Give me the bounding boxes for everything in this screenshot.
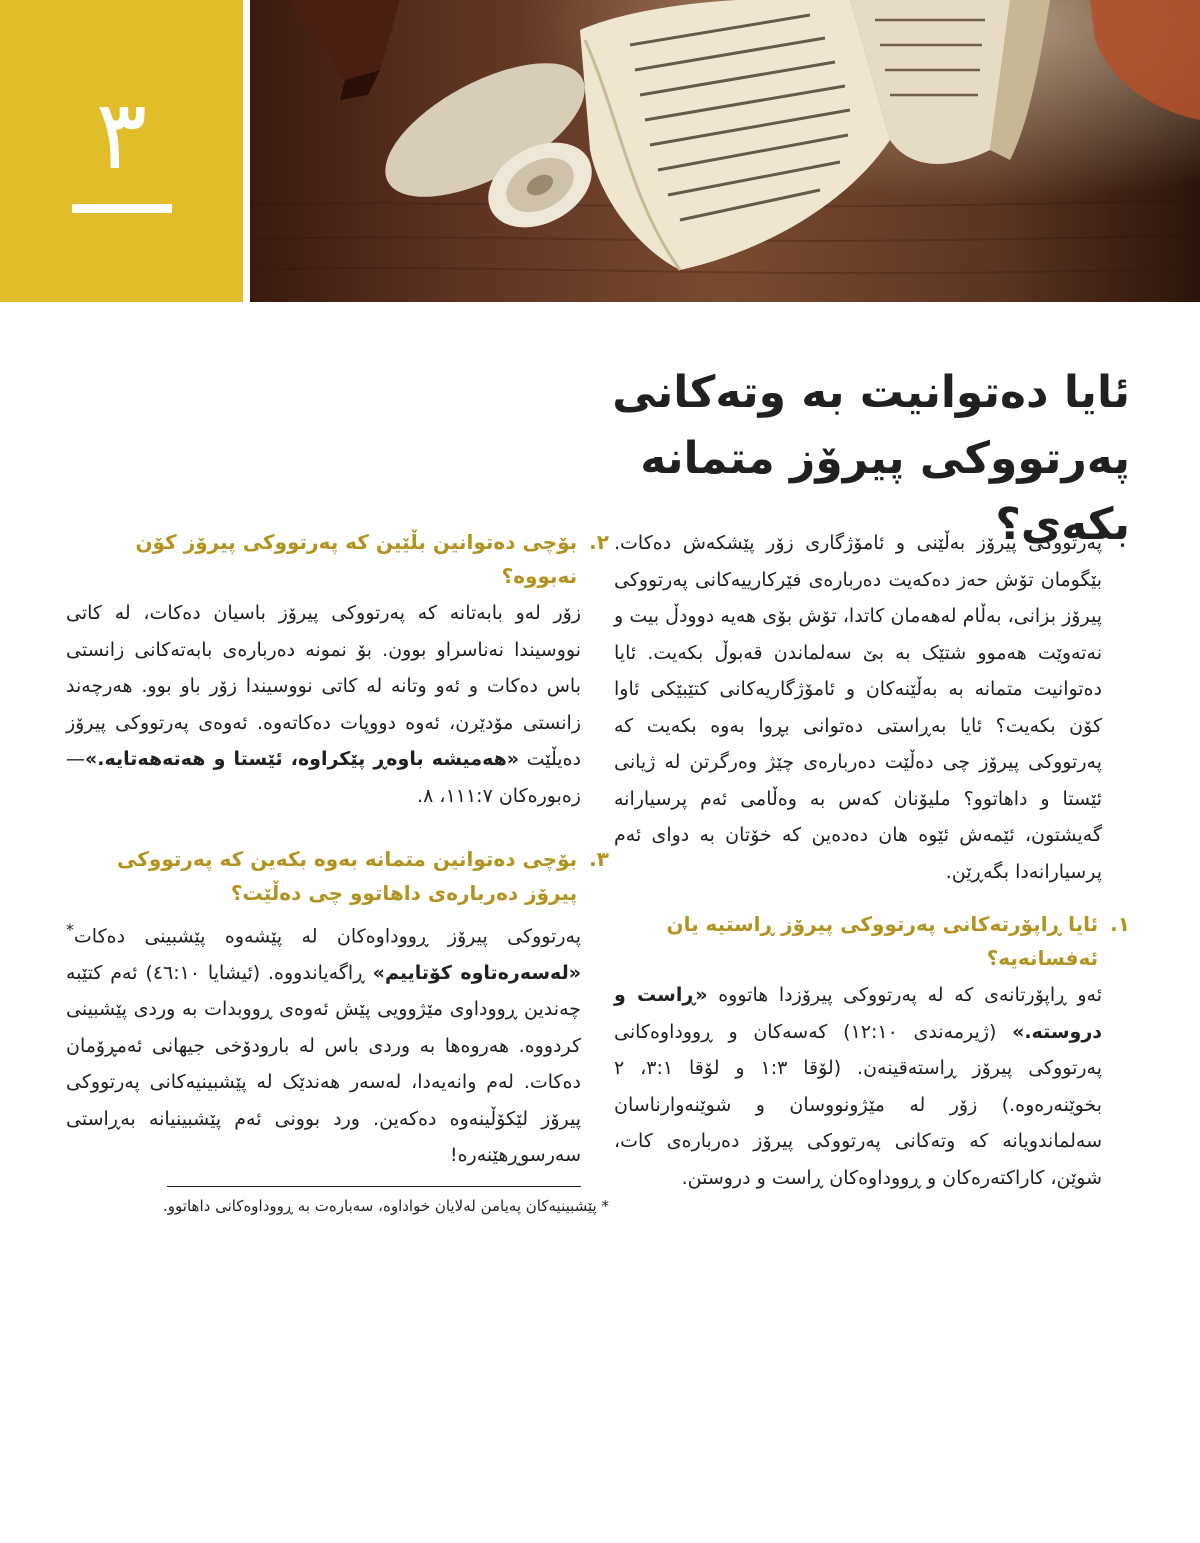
footnote: * پێشبینیەکان پەیامن لەلایان خواداوە، سەبارەت بە ڕووداوەکانی داهاتوو. bbox=[163, 1196, 609, 1215]
left-column bbox=[66, 525, 609, 1219]
title-line-2: پەرتووکی پیرۆز متمانە بکەی؟ bbox=[640, 433, 1130, 550]
rolled-scroll-left bbox=[365, 36, 606, 244]
footnote-divider bbox=[167, 1186, 581, 1187]
footnote-marker: * bbox=[66, 920, 74, 939]
right-column bbox=[614, 525, 1130, 1196]
lesson-number-box bbox=[0, 0, 243, 302]
title-line-1: ئایا دەتوانیت بە وتەکانی bbox=[612, 367, 1130, 418]
answer-1-quote: «ڕاست و دروستە.» bbox=[614, 984, 1103, 1043]
answer-3-quote: «لەسەرەتاوە کۆتاییم» bbox=[372, 961, 581, 984]
cloth-shape bbox=[1090, 0, 1200, 120]
question-3-text: بۆچی دەتوانین متمانە بەوە بکەین کە پەرتووکی پیرۆز دەربارەی داهاتوو چی دەڵێت؟ bbox=[117, 847, 578, 905]
question-2-text: بۆچی دەتوانین بڵێین کە پەرتووکی پیرۆز کۆن نەبووە؟ bbox=[135, 530, 578, 588]
question-2-number: ٢. bbox=[589, 530, 609, 554]
answer-3-text-a: پەرتووکی پیرۆز ڕووداوەکان لە پێشەوە پێشبینی دەکات bbox=[73, 925, 581, 948]
book-shape bbox=[290, 0, 400, 80]
answer-2-reference: —زەبورەکان ١١١:٧، ٨. bbox=[66, 748, 581, 807]
question-3-number: ٣. bbox=[589, 847, 609, 871]
answer-2-text-a: زۆر لەو بابەتانە کە پەرتووکی پیرۆز باسیان دەکات، لە کاتی نووسیندا نەناسراو بوون. بۆ نمونە دەربارەی بابەتەکانی زانستی باس دەکات و ئەو وتانە لە کاتی نووسیندا زۆر باو بوو. هەرچەند زانستی مۆدێرن، ئەوە دووپات دەکاتەوە. ئەوەی پەرتووکی پیرۆز دەیڵێت bbox=[66, 602, 581, 770]
answer-1-paragraph bbox=[614, 977, 1102, 1196]
question-1-text: ئایا ڕاپۆرتەکانی پەرتووکی پیرۆز ڕاستیە یان ئەفسانەیە؟ bbox=[666, 912, 1099, 970]
intro-paragraph: پەرتووکی پیرۆز بەڵێنی و ئامۆژگاری زۆر پێشکەش دەکات. بێگومان تۆش حەز دەکەیت دەربارەی فێرکارییەکانی پەرتووکی پیرۆز بزانی، بەڵام لەهەمان کاتدا، تۆش بۆی هەیە دوودڵ بیت و نەتەوێت هەموو شتێک بە بێ سەلماندن قەبوڵ بکەیت. ئایا دەتوانیت متمانە بە بەڵێنەکان و ئامۆژگاریەکانی کتێبێکی ئاوا کۆن بکەیت؟ ئایا بەڕاستی دەتوانی بڕوا بەوە بکەیت کە پەرتووکی پیرۆز چی دەڵێت دەربارەی چێژ وەرگرتن لە ژیانی ئێستا و داهاتوو؟ ملیۆنان کەس بە وەڵامی ئەم پرسیارانە گەیشتون، ئێمەش ئێوە هان دەدەین کە خۆتان بە دوای ئەم پرسیارانەدا بگەڕێن. bbox=[614, 532, 1102, 883]
question-3 bbox=[66, 842, 609, 910]
answer-3-text-b: ڕاگەیاندووە. (ئیشایا ٤٦:١٠) ئەم کتێبە چەندین ڕووداوی مێژوویی پێش ئەوەی ڕووبدات بە وردی پێشبینی کردووە. هەروەها بە وردی باس لە بارودۆخی جیهانی ئەمڕۆمان دەکات. لەم وانەیەدا، لەسەر هەندێک لە پێشبینیەکانی پەرتووکی پیرۆز لێکۆڵینەوە دەکەین. ورد بوونی ئەم پێشبینیانە بەڕاستی سەرسوڕهێنەرە! bbox=[66, 961, 581, 1167]
answer-1-text-a: ئەو ڕاپۆرتانەی کە لە پەرتووکی پیرۆزدا هاتووە bbox=[707, 984, 1102, 1006]
hero-photo-scrolls bbox=[250, 0, 1200, 302]
question-1-number: ١. bbox=[1110, 912, 1130, 936]
scrolls-illustration bbox=[250, 0, 1200, 302]
answer-2-paragraph bbox=[66, 595, 581, 814]
lesson-number-underline bbox=[72, 204, 172, 213]
question-2 bbox=[66, 525, 609, 593]
answer-2-quote: «هەمیشە باوەڕ پێکراوە، ئێستا و هەتەهەتایە.» bbox=[85, 748, 520, 770]
open-parchment bbox=[580, 0, 890, 270]
lesson-number: ٣ bbox=[95, 79, 148, 191]
answer-1-text-b: (ژیرمەندی ١٢:١٠) کەسەکان و ڕووداوەکانی پەرتووکی پیرۆز ڕاستەقینەن. (لۆقا ١:٣ و لۆقا ٣:١، ٢ بخوێنەرەوە.) زۆر لە مێژونووسان و شوێنەوارناسان سەلماندویانە کە وتەکانی پەرتووکی پیرۆز دەربارەی کات، شوێن، کاراکتەرەکان و ڕووداوەکان ڕاست و دروستن. bbox=[614, 1020, 1103, 1189]
question-1 bbox=[614, 907, 1130, 975]
answer-3-paragraph bbox=[66, 912, 581, 1174]
